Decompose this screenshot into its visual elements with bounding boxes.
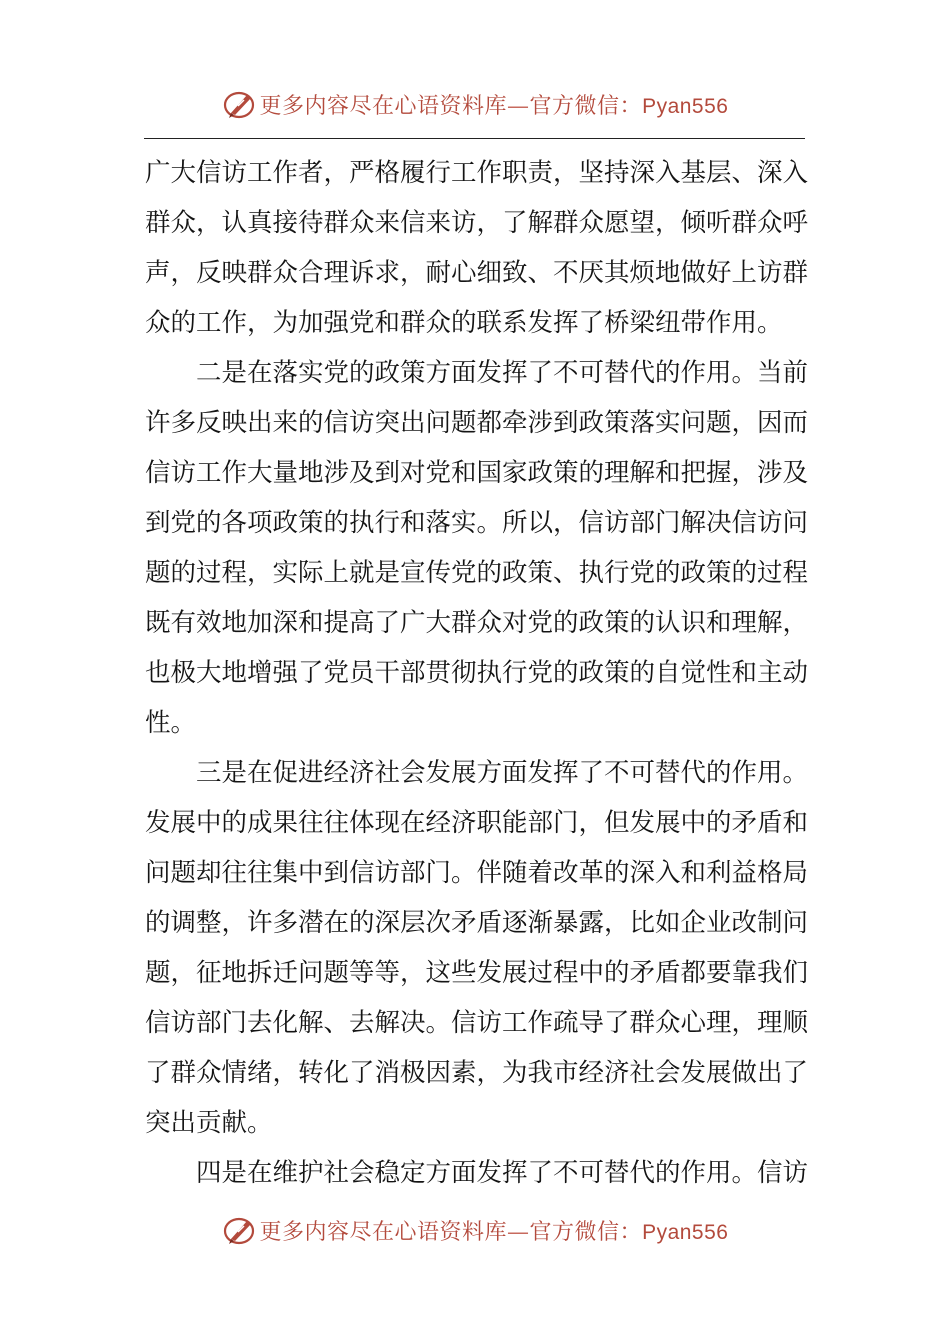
text-line: 发展中的成果往往体现在经济职能部门，但发展中的矛盾和 [145,808,809,838]
footer-wechat-id: Pyan556 [642,1220,729,1244]
pen-nib-logo-icon [222,1212,258,1248]
text-line: 了群众情绪，转化了消极因素，为我市经济社会发展做出了 [145,1058,809,1088]
text-line: 也极大地增强了党员干部贯彻执行党的政策的自觉性和主动 [145,658,809,688]
footer-brand-text: 更多内容尽在心语资料库 [259,1219,508,1245]
footer-separator: — [507,1219,530,1245]
text-line: 性。 [145,708,197,738]
header-wechat-id: Pyan556 [642,94,729,118]
paragraph-start-line: 三是在促进经济社会发展方面发挥了不可替代的作用。 [196,758,809,788]
text-line: 许多反映出来的信访突出问题都牵涉到政策落实问题，因而 [145,408,809,438]
header-watermark [0,82,950,126]
header-brand-text: 更多内容尽在心语资料库 [259,93,508,119]
paragraph-start-line: 四是在维护社会稳定方面发挥了不可替代的作用。信访 [196,1158,809,1188]
text-line: 题，征地拆迁问题等等，这些发展过程中的矛盾都要靠我们 [145,958,809,988]
text-line: 群众，认真接待群众来信来访，了解群众愿望，倾听群众呼 [145,208,809,238]
text-line: 广大信访工作者，严格履行工作职责，坚持深入基层、深入 [145,158,809,188]
text-line: 声，反映群众合理诉求，耐心细致、不厌其烦地做好上访群 [145,258,809,288]
header-separator: — [507,93,530,119]
text-line: 既有效地加深和提高了广大群众对党的政策的认识和理解， [145,608,809,638]
header-wechat-label: 官方微信： [529,93,643,119]
text-line: 问题却往往集中到信访部门。伴随着改革的深入和利益格局 [145,858,809,888]
footer-watermark [0,1208,950,1252]
footer-wechat-label: 官方微信： [529,1219,643,1245]
text-line: 到党的各项政策的执行和落实。所以，信访部门解决信访问 [145,508,809,538]
text-line: 信访工作大量地涉及到对党和国家政策的理解和把握，涉及 [145,458,809,488]
header-divider [144,138,805,139]
paragraph-start-line: 二是在落实党的政策方面发挥了不可替代的作用。当前 [196,358,809,388]
document-body [145,148,809,1198]
text-line: 突出贡献。 [145,1108,273,1138]
text-line: 信访部门去化解、去解决。信访工作疏导了群众心理，理顺 [145,1008,809,1038]
text-line: 题的过程，实际上就是宣传党的政策、执行党的政策的过程 [145,558,809,588]
pen-nib-logo-icon [222,86,258,122]
text-line: 众的工作，为加强党和群众的联系发挥了桥梁纽带作用。 [145,308,783,338]
text-line: 的调整，许多潜在的深层次矛盾逐渐暴露，比如企业改制问 [145,908,809,938]
